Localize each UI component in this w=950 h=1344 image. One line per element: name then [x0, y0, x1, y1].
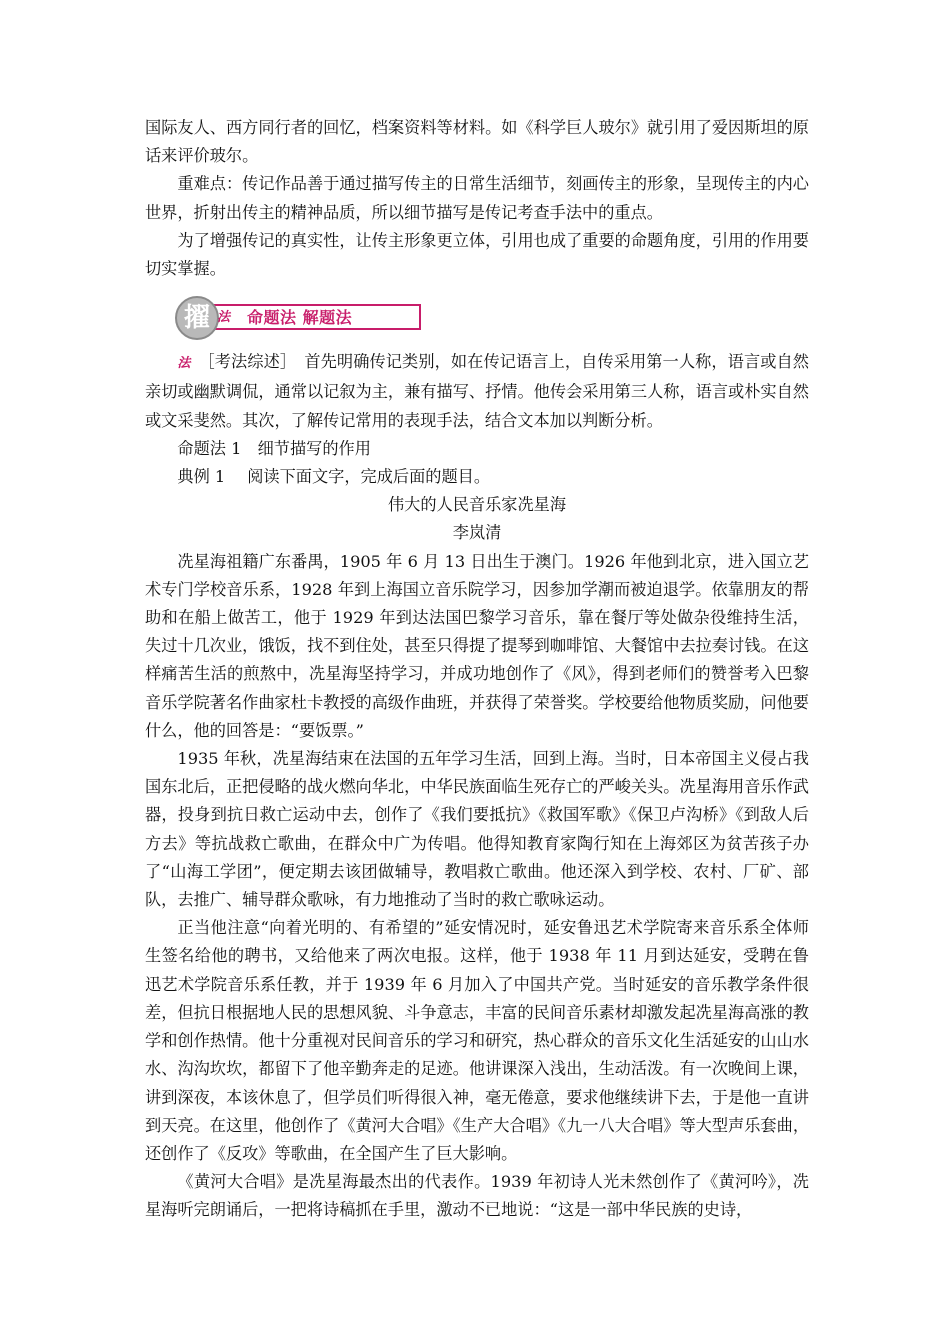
document-page [145, 114, 809, 1225]
article-paragraph-4: 《黄河大合唱》是冼星海最杰出的代表作。1939 年初诗人光未然创作了《黄河吟》，冼星海听完朗诵后，一把将诗稿抓在手里，激动不已地说：“这是一部中华民族的史诗， [145, 1172, 809, 1220]
example-text: 阅读下面文字，完成后面的题目。 [247, 467, 491, 487]
banner-title: 命题法 解题法 [247, 308, 353, 328]
method-summary [145, 348, 809, 435]
article-title: 伟大的人民音乐家冼星海 [387, 495, 567, 515]
article-author: 李岚清 [452, 523, 502, 543]
intro-paragraph-3: 为了增强传记的真实性，让传主形象更立体，引用也成了重要的命题角度，引用的作用要切实掌握。 [145, 230, 809, 279]
banner-seal-icon: 擢 [175, 296, 219, 340]
method-summary-text: ［考法综述］ 首先明确传记类别，如在传记语言上，自传采用第一人称，语言或自然亲切或幽默调侃，通常以记叙为主，兼有描写、抒情。他传会采用第三人称，语言或朴实自然或文采斐然。其次，了解传记常用的表现手法，结合文本加以判断分析。 [145, 352, 809, 430]
intro-paragraph-2: 重难点：传记作品善于通过描写传主的日常生活细节，刻画传主的形象，呈现传主的内心世界，折射出传主的精神品质，所以细节描写是传记考查手法中的重点。 [145, 174, 809, 222]
article-paragraph-1: 冼星海祖籍广东番禺，1905 年 6 月 13 日出生于澳门。1926 年他到北京，进入国立艺术专门学校音乐系，1928 年到上海国立音乐院学习，因参加学潮而被迫退学。依靠朋友的帮助和在船上做苦工，他于 1929 年到达法国巴黎学习音乐，靠在餐厅等处做杂役维持生活，失过十几次业，饿饭，找不到住处，甚至只得提了提琴到咖啡馆、大餐馆中去拉奏讨钱。在这样痛苦生活的煎熬中，冼星海坚持学习，并成功地创作了《风》，得到老师们的赞誉考入巴黎音乐学院著名作曲家杜卡教授的高级作曲班，并获得了荣誉奖。学校要给他物质奖励，问他要什么，他的回答是：“要饭票。” [145, 551, 809, 740]
article-paragraph-2: 1935 年秋，冼星海结束在法国的五年学习生活，回到上海。当时，日本帝国主义侵占我国东北后，正把侵略的战火燃向华北，中华民族面临生死存亡的严峻关头。冼星海用音乐作武器，投身到抗日救亡运动中去，创作了《我们要抵抗》《救国军歌》《保卫卢沟桥》《到敌人后方去》等抗战救亡歌曲，在群众中广为传唱。他得知教育家陶行知在上海郊区为贫苦孩子办了“山海工学团”，便定期去该团做辅导，教唱救亡歌曲。他还深入到学校、农村、厂矿、部队，去推广、辅导群众歌咏，有力地推动了当时的救亡歌咏运动。 [145, 749, 809, 910]
method-label: 命题法 1 细节描写的作用 [177, 438, 371, 458]
section-banner [175, 294, 809, 344]
intro-paragraph-1: 国际友人、西方同行者的回忆，档案资料等材料。如《科学巨人玻尔》就引用了爱因斯坦的原话来评价玻尔。 [145, 118, 809, 166]
article-paragraph-3: 正当他注意“向着光明的、有希望的”延安情况时，延安鲁迅艺术学院寄来音乐系全体师生签名给他的聘书，又给他来了两次电报。这样，他于 1938 年 11 月到达延安，受聘在鲁迅艺术学院音乐系任教，并于 1939 年 6 月加入了中国共产党。当时延安的音乐教学条件很差，但抗日根据地人民的思想风貌、斗争意志，丰富的民间音乐素材却激发起冼星海高涨的教学和创作热情。他十分重视对民间音乐的学习和研究，热心群众的音乐文化生活延安的山山水水、沟沟坎坎，都留下了他辛勤奔走的足迹。他讲课深入浅出，生动活泼。有一次晚间上课，讲到深夜，本该休息了，但学员们听得很入神，毫无倦意，要求他继续讲下去，于是他一直讲到天亮。在这里，他创作了《黄河大合唱》《生产大合唱》《九一八大合唱》等大型声乐套曲，还创作了《反攻》等歌曲，在全国产生了巨大影响。 [145, 918, 809, 1163]
example-line [145, 463, 809, 491]
example-label: 典例 1 [177, 467, 226, 487]
method-fa-icon: 法 [177, 356, 191, 372]
banner-fa-label: 法 [217, 310, 231, 326]
